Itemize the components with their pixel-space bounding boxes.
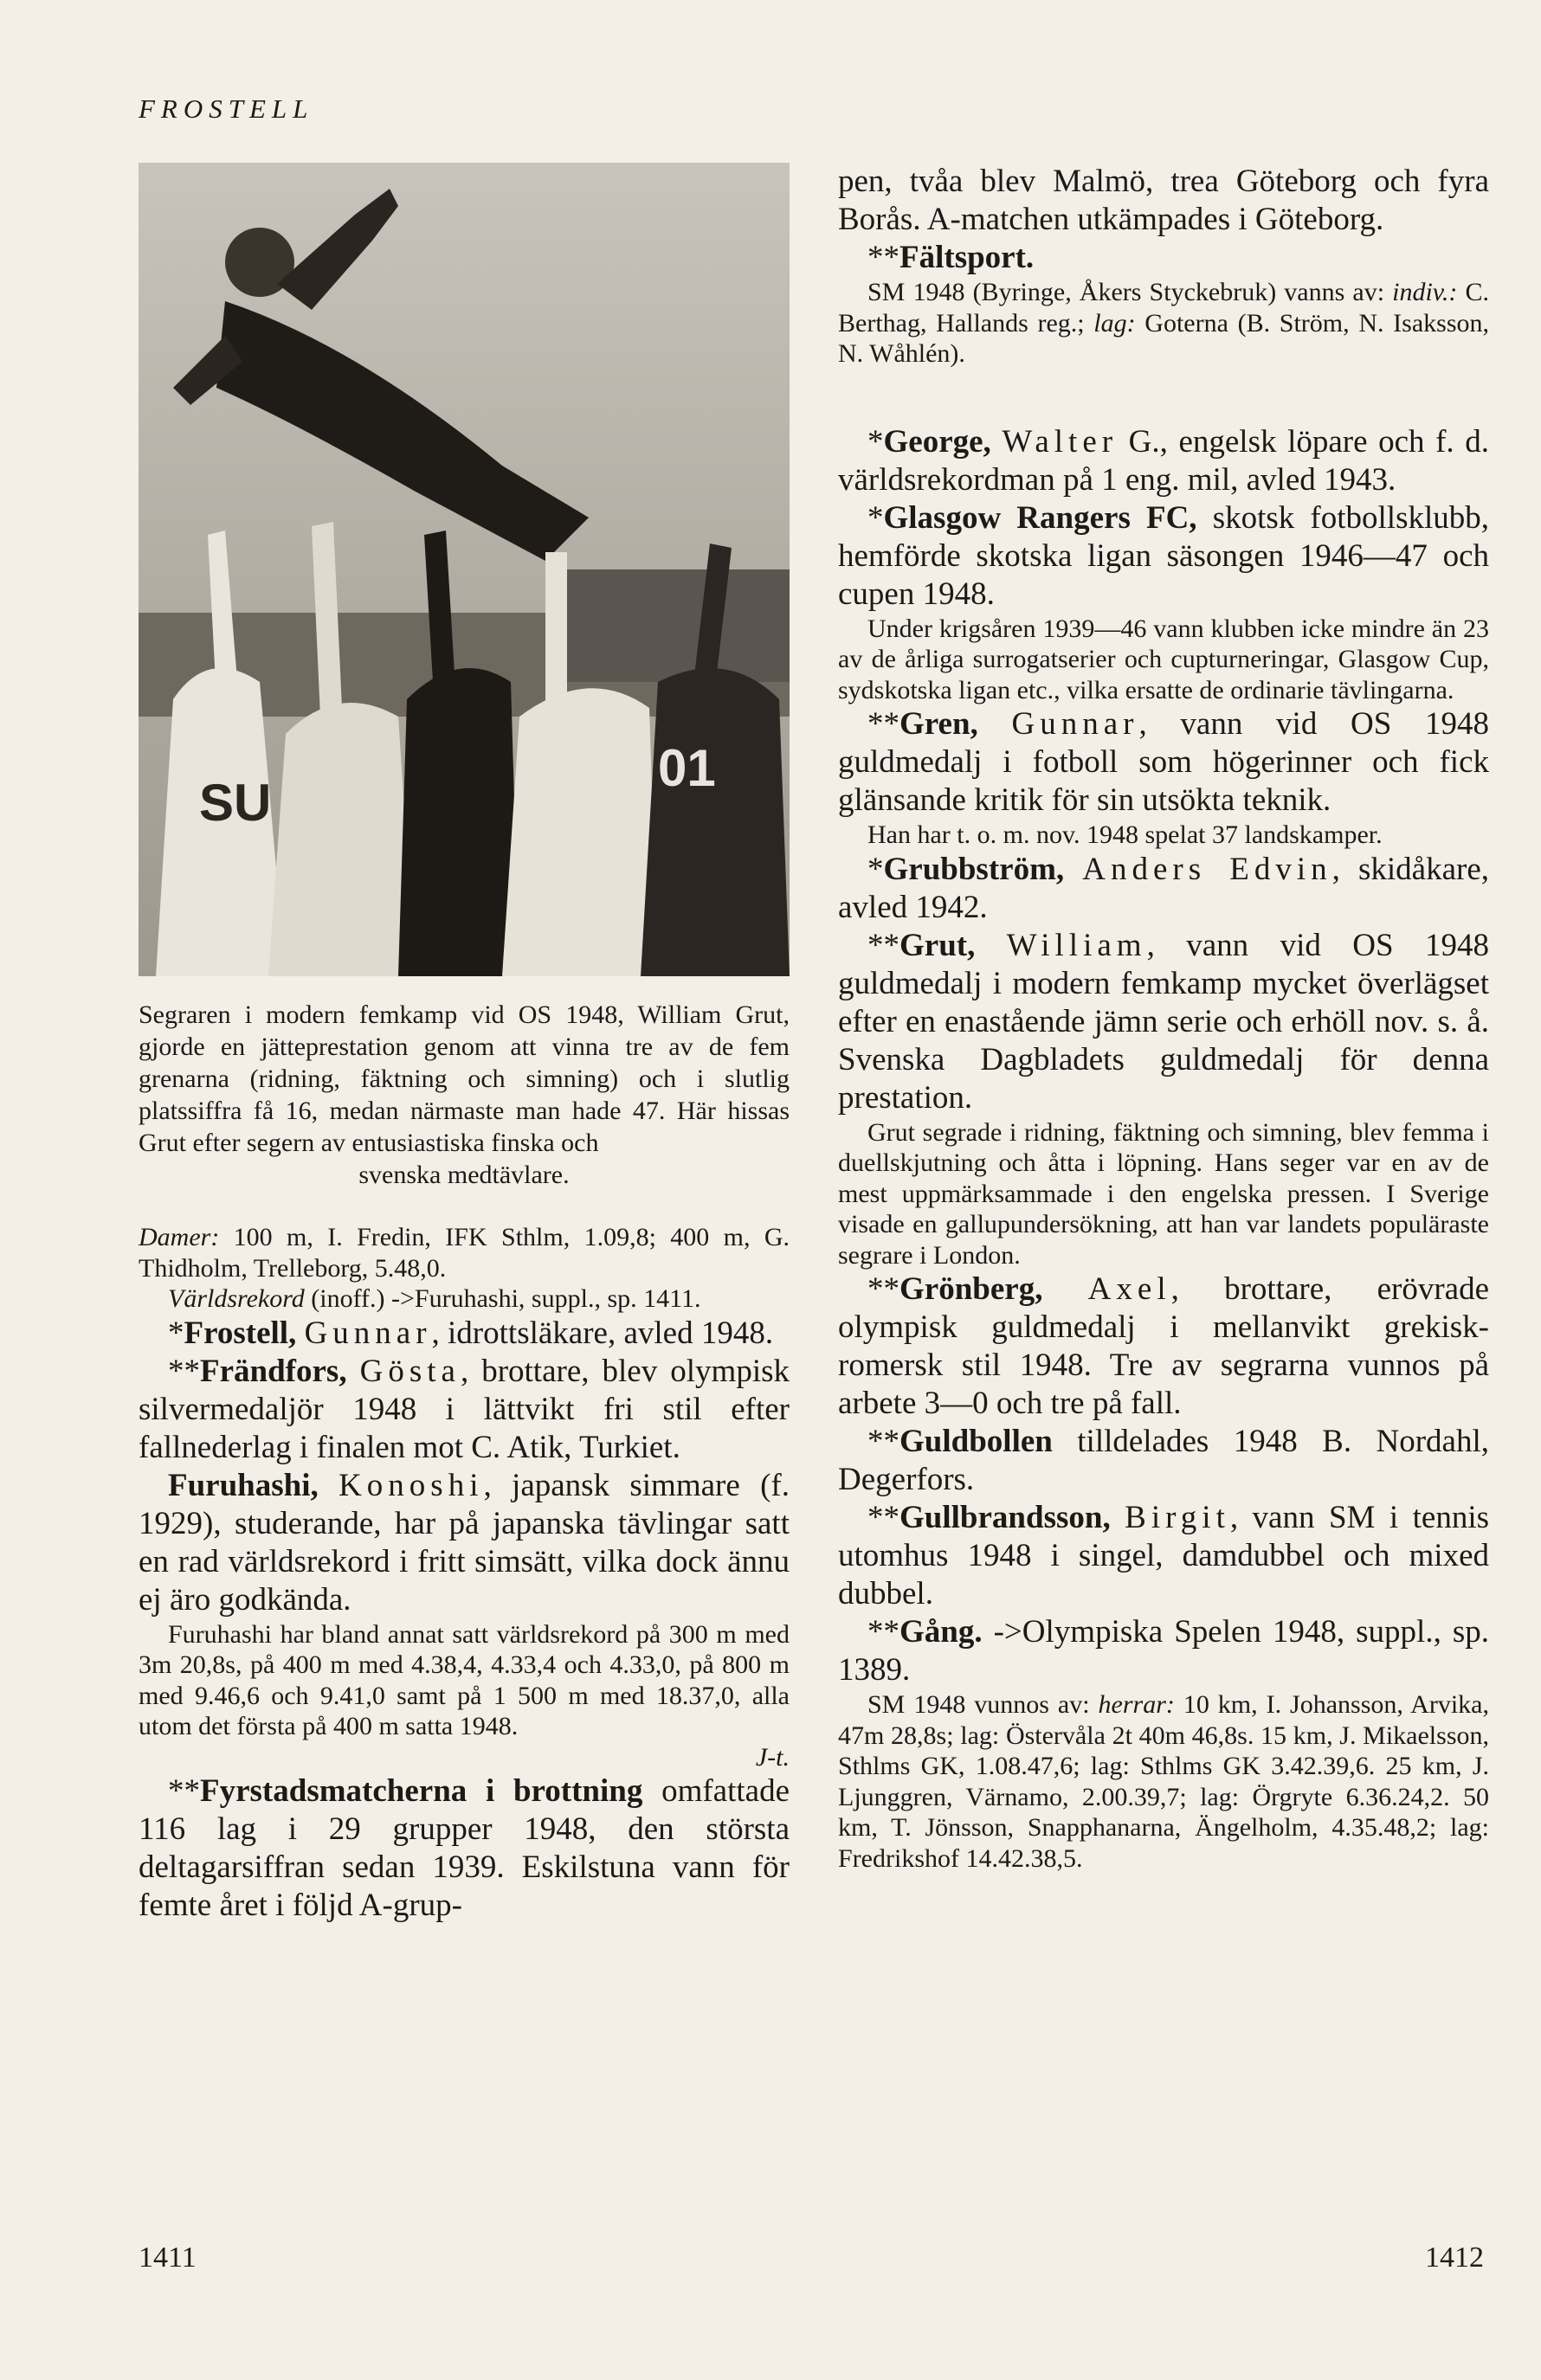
entry-gang (838, 1613, 1489, 1689)
caption-text: Segraren i modern femkamp vid OS 1948, William Grut, gjorde en jätteprestation genom att vinna tre av de fem grenarna (ridning, fäktning och simning) och i slutlig platssiffra få 16, medan närmaste man hade 47. Här hissas Grut efter segern av entusiastiska finska och (139, 1000, 790, 1157)
furuhashi-note: Furuhashi har bland annat satt världsrekord på 300 m med 3m 20,8s, på 400 m med 4.38,4, 4.33,4 och 4.33,0, på 800 m med 9.46,6 och 9.41,0 samt på 1 500 m med 18.37,0, alla utom det första på 400 m satta 1948. (139, 1619, 790, 1740)
entry-frostell (139, 1315, 790, 1353)
varldsrekord-text: (inoff.) ->Furuhashi, suppl., sp. 1411. (304, 1284, 701, 1313)
entry-gronberg (838, 1270, 1489, 1423)
entry-text: omfattade 116 lag i 29 grupper 1948, den största deltagarsiffran sedan 1939. Eskilstuna vann för femte året i följd A-grup- (139, 1773, 790, 1923)
entry-grut (838, 927, 1489, 1117)
note-text: 10 km, I. Johansson, Arvika, 47m 28,8s; lag: Östervåla 2t 40m 46,8s. 15 km, J. Mikaelsson, Sthlms GK, 1.08.47,6; lag: Sthlms GK 3.42.39,6. 25 km, J. Ljunggren, Värnamo, 2.00.39,7; lag: Örgryte 6.36.24,2. 50 km, T. Jönsson, Snapphanarna, Ängelholm, 4.35.48,2; lag: Fredrikshof 14.42.38,5. (838, 1690, 1489, 1873)
entry-text: , japansk simmare (f. 1929), studerande, har på japanska tävlingar satt en rad världsrekord i fritt simsätt, vilka dock ännu ej äro godkända. (139, 1467, 790, 1618)
entry-keyword: Furuhashi, (168, 1467, 319, 1503)
entry-prefix: ** (867, 706, 899, 742)
entry-name: Gösta (359, 1353, 461, 1389)
entry-text: G., engelsk löpare och f. d. världsrekordman på 1 eng. mil, avled 1943. (838, 423, 1490, 498)
entry-name: Gunnar (1011, 706, 1139, 742)
entry-keyword: Guldbollen (899, 1424, 1053, 1459)
entry-gullbrandsson (838, 1499, 1489, 1613)
note-text: C. Berthag, Hallands reg.; (838, 278, 1490, 338)
entry-text: , vann vid OS 1948 guldmedalj i fotboll som högerinner och fick glänsande kritik för sin utsökta teknik. (838, 706, 1490, 818)
varldsrekord-label: Världsrekord (168, 1284, 305, 1313)
entry-keyword: Grönberg, (899, 1271, 1043, 1307)
entry-text: ->Olympiska Spelen 1948, suppl., sp. 1389. (838, 1614, 1489, 1688)
entry-name: Axel (1087, 1271, 1171, 1307)
page-number-right: 1412 (1425, 2242, 1484, 2274)
entry-keyword: Fältsport. (899, 240, 1035, 275)
entry-name: Walter (1002, 423, 1119, 460)
entry-text: , idrottsläkare, avled 1948. (431, 1315, 774, 1351)
running-head: FROSTELL (139, 93, 314, 124)
entry-name: William (1006, 927, 1147, 963)
entry-name: Gunnar (304, 1315, 432, 1351)
faltsport-note (838, 277, 1489, 370)
svg-text:SU: SU (199, 774, 272, 832)
entry-keyword: Gren, (899, 706, 978, 742)
grut-note: Grut segrade i ridning, fäktning och simning, blev femma i duellskjutning och åtta i löpning. Hans seger var en av de mest uppmärksammade i den engelska pressen. I Sverige visade en gallupundersökning, att han var landets populäraste segrare i London. (838, 1117, 1489, 1270)
entry-faltsport (838, 239, 1489, 277)
entry-prefix: * (867, 499, 884, 536)
entry-keyword: Frostell, (184, 1315, 297, 1351)
gren-note: Han har t. o. m. nov. 1948 spelat 37 landskamper. (867, 820, 1383, 849)
right-column (838, 163, 1489, 1874)
entry-prefix: ** (867, 1614, 899, 1650)
entry-prefix: ** (867, 240, 899, 275)
entry-guldbollen (838, 1423, 1489, 1499)
entry-text: , vann SM i tennis utomhus 1948 i singel, damdubbel och mixed dubbel. (838, 1500, 1490, 1611)
entry-name: Anders Edvin (1082, 851, 1332, 887)
page-number-left: 1411 (139, 2242, 197, 2274)
entry-prefix: * (168, 1315, 184, 1351)
entry-keyword: Grubbström, (883, 851, 1065, 887)
entry-prefix: ** (168, 1773, 200, 1809)
note-label: lag: (1093, 308, 1136, 338)
furuhashi-signature: J-t. (755, 1742, 790, 1772)
entry-keyword: Frändfors, (200, 1353, 347, 1389)
entry-keyword: Glasgow Rangers FC, (883, 499, 1197, 536)
note-text: Goterna (B. Ström, N. Isaksson, N. Wåhlén). (838, 308, 1489, 368)
entry-furuhashi (139, 1467, 790, 1619)
photo-caption (139, 999, 790, 1191)
entry-keyword: George, (883, 423, 991, 460)
entry-text: , brottare, erövrade olympisk guldmedalj i mellanvikt grekisk-romersk stil 1948. Tre av segrarna vunnos på arbete 3—0 och tre på fall. (838, 1271, 1489, 1421)
photo-illustration (139, 163, 790, 976)
entry-frandfors (139, 1353, 790, 1467)
damer-label: Damer: (139, 1223, 220, 1251)
entry-keyword: Gång. (899, 1614, 983, 1650)
entry-george (838, 423, 1489, 499)
entry-gren (838, 705, 1489, 820)
entry-text: skotsk fotbollsklubb, hemförde skotska ligan säsongen 1946—47 och cupen 1948. (838, 499, 1489, 612)
left-column (139, 163, 790, 1925)
entry-prefix: * (867, 851, 884, 887)
entry-name: Birgit (1125, 1500, 1230, 1535)
entry-prefix: ** (867, 927, 899, 963)
entry-keyword: Fyrstadsmatcherna i brottning (200, 1773, 643, 1809)
svg-text:01: 01 (658, 739, 716, 797)
note-label: indiv.: (1392, 278, 1458, 306)
damer-results (139, 1222, 790, 1283)
damer-text: 100 m, I. Fredin, IFK Sthlm, 1.09,8; 400 m, G. Thidholm, Trelleborg, 5.48,0. (139, 1223, 790, 1283)
note-text: SM 1948 (Byringe, Åkers Styckebruk) vanns av: (867, 278, 1393, 306)
grut-photo (139, 163, 790, 976)
entry-prefix: ** (867, 1271, 899, 1307)
entry-prefix: ** (168, 1353, 200, 1389)
note-label: herrar: (1098, 1690, 1175, 1719)
entry-keyword: Grut, (899, 927, 976, 963)
entry-prefix: ** (867, 1424, 899, 1459)
caption-last-line: svenska medtävlare. (358, 1161, 570, 1189)
varldsrekord-note (139, 1283, 790, 1315)
entry-grubbstrom (838, 851, 1489, 927)
entry-fyrstadsmatcherna (139, 1772, 790, 1925)
gang-note (838, 1689, 1489, 1874)
note-text: SM 1948 vunnos av: (867, 1690, 1099, 1719)
entry-keyword: Gullbrandsson, (899, 1500, 1111, 1535)
entry-text: , vann vid OS 1948 guldmedalj i modern femkamp mycket överlägset efter en enastående jämn serie och erhöll nov. s. å. Svenska Dagbladets guldmedalj för denna prestation. (838, 927, 1490, 1116)
entry-prefix: * (867, 423, 884, 460)
entry-text: , skidåkare, avled 1942. (838, 851, 1489, 925)
entry-text: , brottare, blev olympisk silvermedaljör 1948 i lättvikt fri stil efter fallnederlag i finalen mot C. Atik, Turkiet. (139, 1353, 790, 1465)
entry-text: tilldelades 1948 B. Nordahl, Degerfors. (838, 1424, 1489, 1497)
entry-prefix: ** (867, 1500, 899, 1535)
entry-glasgow-rangers (838, 499, 1489, 614)
glasgow-note: Under krigsåren 1939—46 vann klubben icke mindre än 23 av de årliga surrogatserier och cupturneringar, Glasgow Cup, sydskotska ligan etc., vilka ersatte de ordinarie tävlingarna. (838, 614, 1489, 704)
continued-text: pen, tvåa blev Malmö, trea Göteborg och fyra Borås. A-matchen utkämpades i Göteborg. (838, 164, 1489, 237)
entry-name: Konoshi (339, 1467, 484, 1503)
